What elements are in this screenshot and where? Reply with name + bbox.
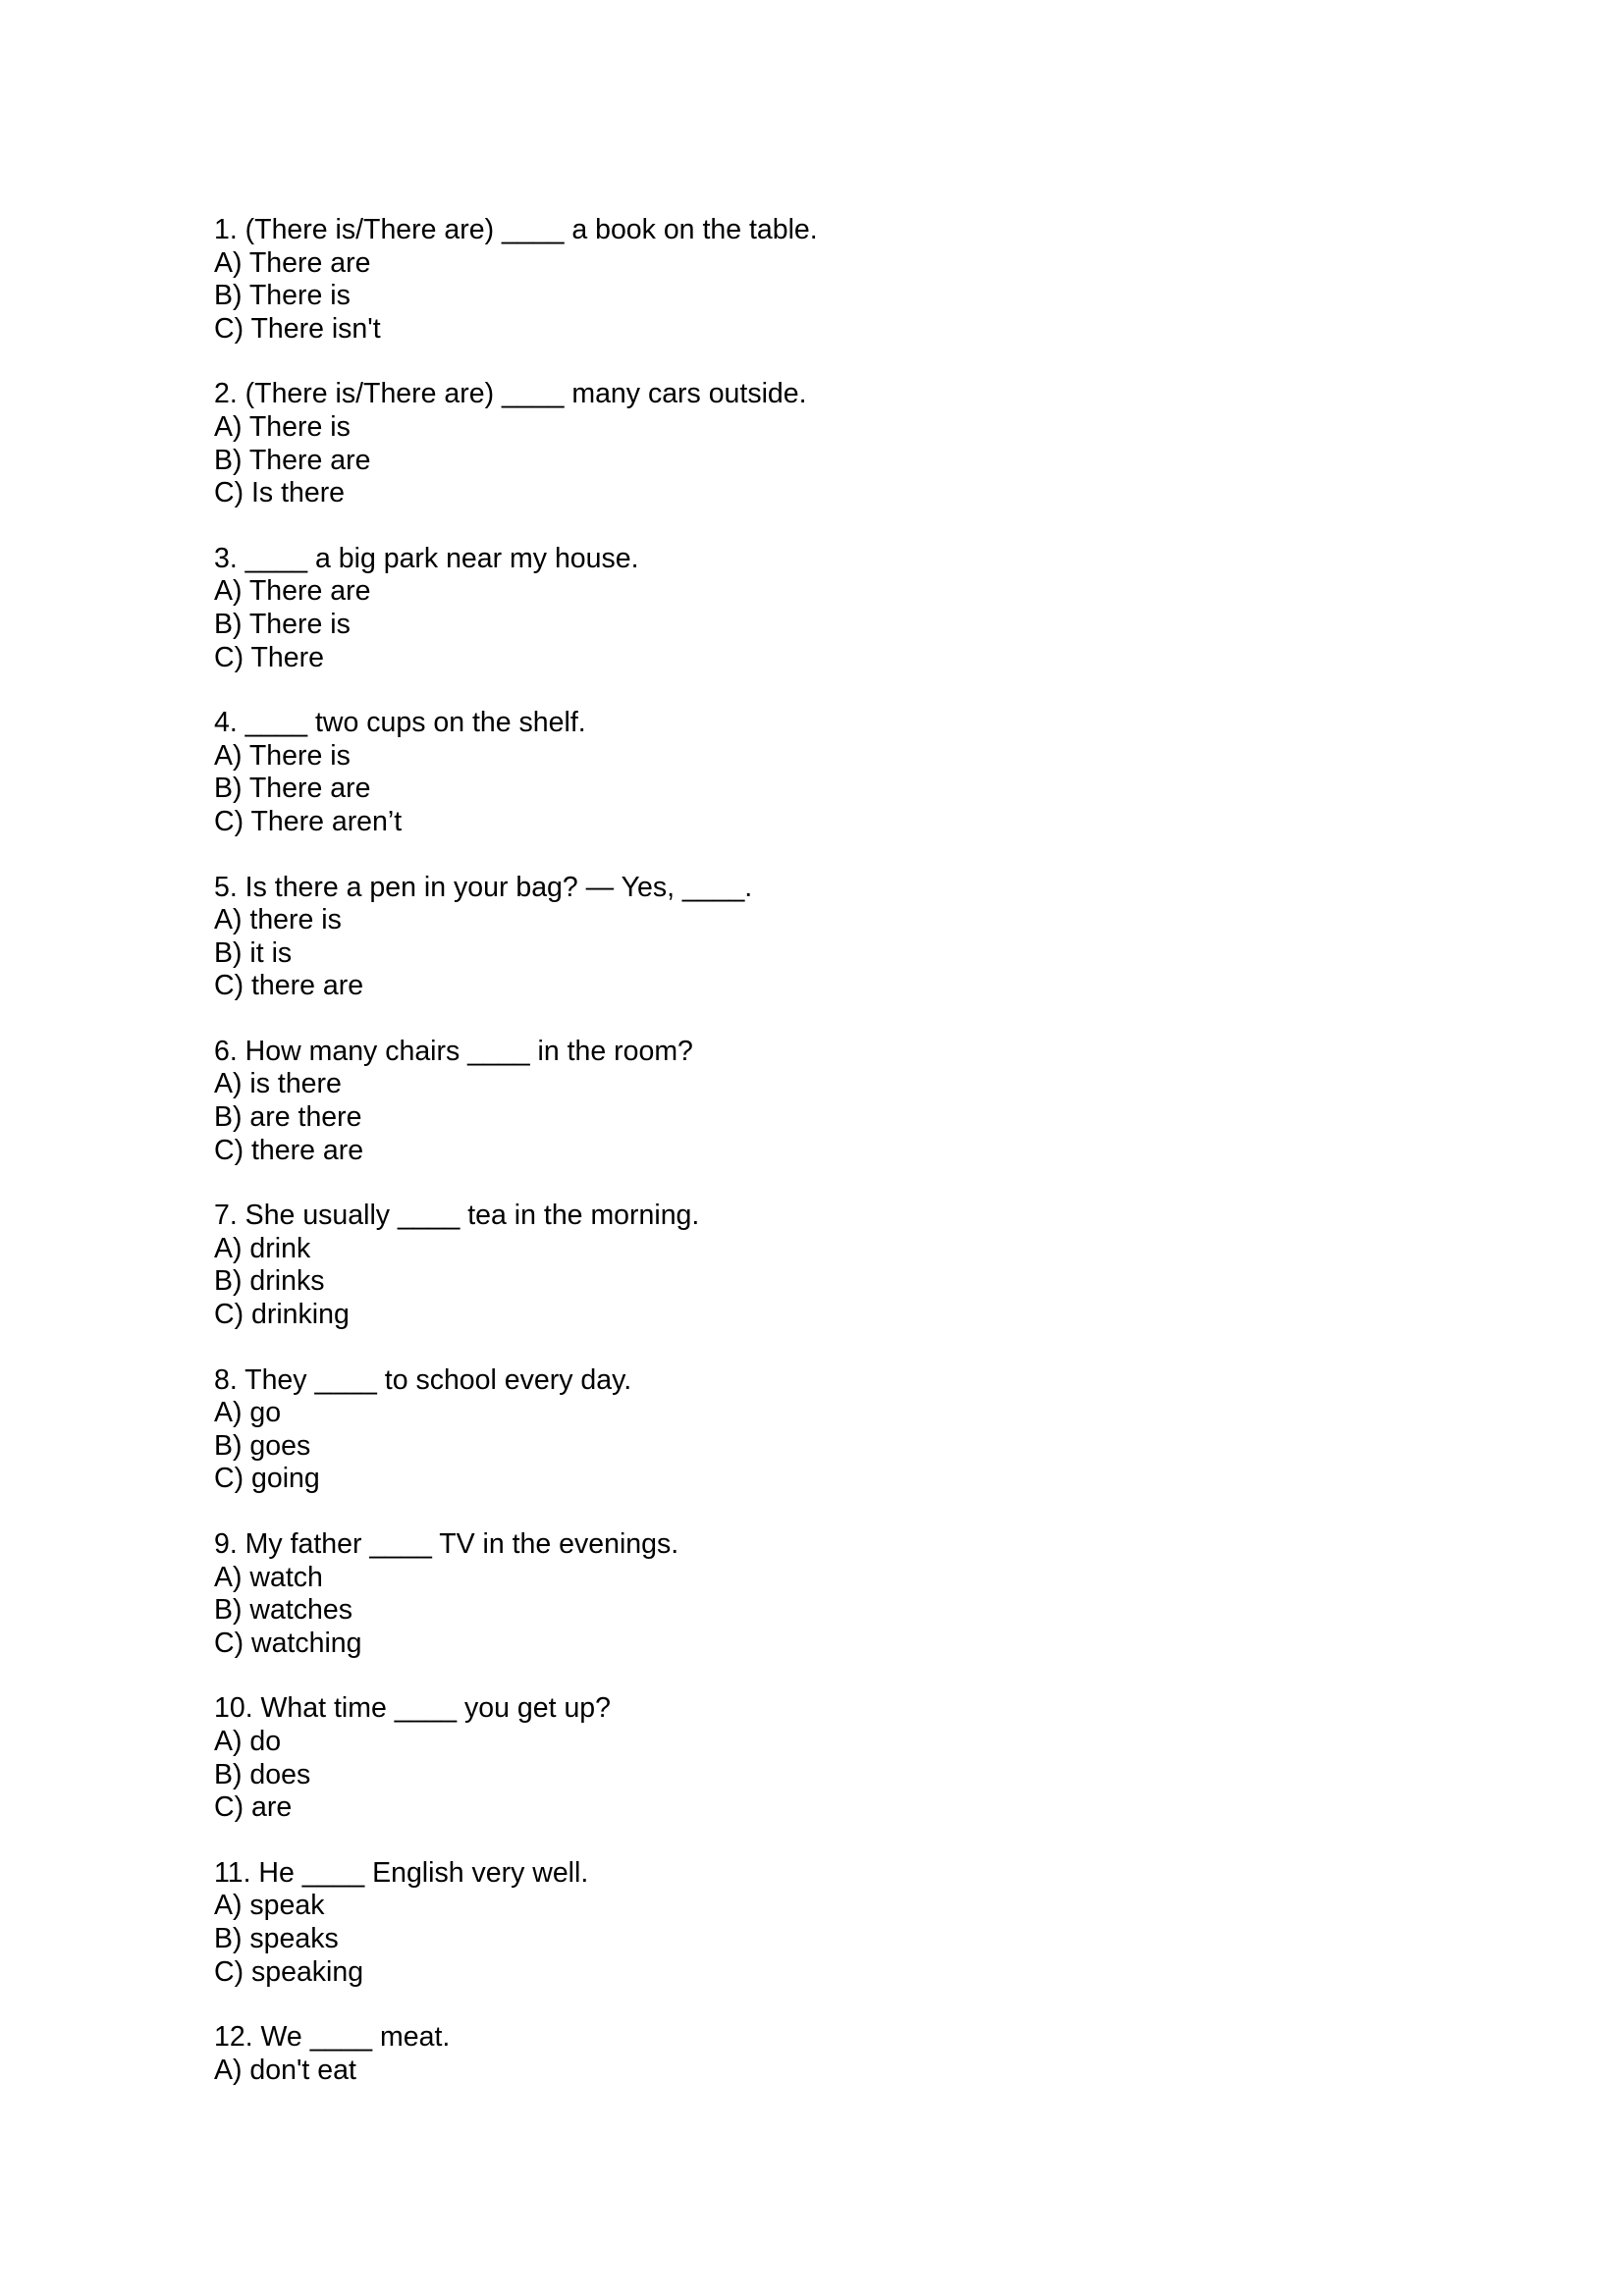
- answer-option-b: B) There is: [214, 280, 351, 312]
- answer-option-b: B) does: [214, 1758, 311, 1790]
- answer-option-b: B) speaks: [214, 1922, 339, 1954]
- question-10: [214, 1692, 1412, 1824]
- answer-option-b: B) watches: [214, 1594, 352, 1627]
- answer-option-a: A) speak: [214, 1890, 325, 1922]
- question-prompt: 8. They ____ to school every day.: [214, 1363, 632, 1396]
- question-prompt: 7. She usually ____ tea in the morning.: [214, 1200, 700, 1232]
- question-prompt: 10. What time ____ you get up?: [214, 1692, 612, 1725]
- question-prompt: 12. We ____ meat.: [214, 2021, 451, 2054]
- answer-option-c: C) There isn't: [214, 312, 381, 345]
- question-5: [214, 872, 1412, 1003]
- worksheet: [214, 214, 1412, 2119]
- answer-option-b: B) it is: [214, 936, 293, 969]
- answer-option-a: A) don't eat: [214, 2054, 356, 2086]
- answer-option-a: A) watch: [214, 1561, 323, 1593]
- answer-option-a: A) do: [214, 1725, 282, 1757]
- question-8: [214, 1364, 1412, 1496]
- question-12: [214, 2021, 1412, 2087]
- answer-option-c: C) There aren’t: [214, 805, 403, 837]
- answer-option-a: A) There is: [214, 410, 351, 443]
- answer-option-a: A) drink: [214, 1232, 311, 1264]
- answer-option-c: C) Is there: [214, 477, 346, 509]
- question-prompt: 3. ____ a big park near my house.: [214, 542, 639, 574]
- answer-option-b: B) drinks: [214, 1265, 325, 1298]
- answer-option-c: C) there are: [214, 1134, 364, 1166]
- question-3: [214, 543, 1412, 674]
- answer-option-a: A) is there: [214, 1068, 342, 1100]
- answer-option-a: A) there is: [214, 904, 342, 936]
- answer-option-c: C) There: [214, 641, 324, 673]
- answer-option-c: C) going: [214, 1463, 320, 1495]
- question-6: [214, 1036, 1412, 1167]
- answer-option-b: B) There are: [214, 444, 371, 476]
- question-2: [214, 378, 1412, 509]
- question-prompt: 1. (There is/There are) ____ a book on the table.: [214, 214, 818, 245]
- answer-option-a: A) go: [214, 1397, 282, 1429]
- answer-option-a: A) There is: [214, 739, 351, 772]
- question-7: [214, 1200, 1412, 1331]
- question-11: [214, 1857, 1412, 1989]
- question-4: [214, 707, 1412, 838]
- answer-option-a: A) There are: [214, 246, 371, 279]
- answer-option-b: B) goes: [214, 1429, 311, 1462]
- question-prompt: 5. Is there a pen in your bag? — Yes, ____.: [214, 871, 753, 903]
- answer-option-c: C) are: [214, 1791, 293, 1824]
- answer-option-c: C) drinking: [214, 1299, 350, 1331]
- answer-option-c: C) watching: [214, 1627, 362, 1659]
- question-1: [214, 214, 1412, 346]
- question-prompt: 11. He ____ English very well.: [214, 1856, 589, 1889]
- question-9: [214, 1528, 1412, 1660]
- question-prompt: 2. (There is/There are) ____ many cars outside.: [214, 378, 807, 410]
- answer-option-c: C) speaking: [214, 1955, 364, 1988]
- answer-option-b: B) are there: [214, 1101, 362, 1134]
- question-prompt: 9. My father ____ TV in the evenings.: [214, 1528, 679, 1560]
- answer-option-b: B) There is: [214, 608, 351, 640]
- question-prompt: 6. How many chairs ____ in the room?: [214, 1035, 693, 1067]
- answer-option-c: C) there are: [214, 970, 364, 1002]
- answer-option-b: B) There are: [214, 773, 371, 805]
- question-prompt: 4. ____ two cups on the shelf.: [214, 707, 586, 739]
- answer-option-a: A) There are: [214, 575, 371, 608]
